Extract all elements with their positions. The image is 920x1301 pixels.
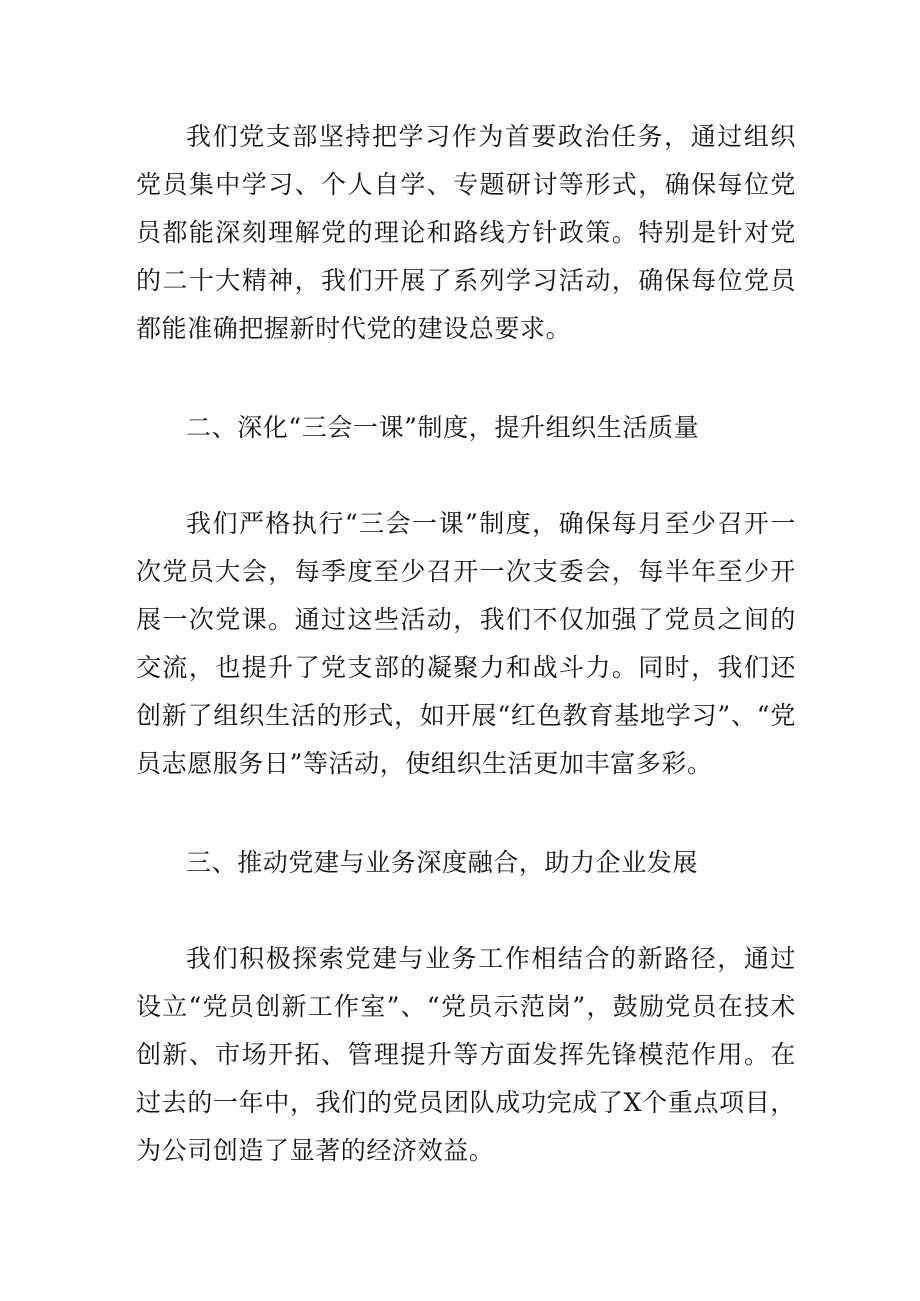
paragraph-integration: 我们积极探索党建与业务工作相结合的新路径，通过设立“党员创新工作室”、“党员示范岗”，鼓励党员在技术创新、市场开拓、管理提升等方面发挥先锋模范作用。在过去的一年中，我们的党员团队成功完成了X个重点项目，为公司创造了显著的经济效益。 bbox=[136, 944, 796, 1165]
paragraph-three-meetings: 我们严格执行“三会一课”制度，确保每月至少召开一次党员大会，每季度至少召开一次支委会，每半年至少开展一次党课。通过这些活动，我们不仅加强了党员之间的交流，也提升了党支部的凝聚力和战斗力。同时，我们还创新了组织生活的形式，如开展“红色教育基地学习”、“党员志愿服务日”等活动，使组织生活更加丰富多彩。 bbox=[136, 509, 796, 778]
document-body bbox=[136, 113, 796, 1175]
section-heading-3: 三、推动党建与业务深度融合，助力企业发展 bbox=[186, 848, 699, 877]
paragraph-study: 我们党支部坚持把学习作为首要政治任务，通过组织党员集中学习、个人自学、专题研讨等形式，确保每位党员都能深刻理解党的理论和路线方针政策。特别是针对党的二十大精神，我们开展了系列学习活动，确保每位党员都能准确把握新时代党的建设总要求。 bbox=[136, 122, 796, 343]
section-heading-2: 二、深化“三会一课”制度，提升组织生活质量 bbox=[186, 413, 700, 442]
